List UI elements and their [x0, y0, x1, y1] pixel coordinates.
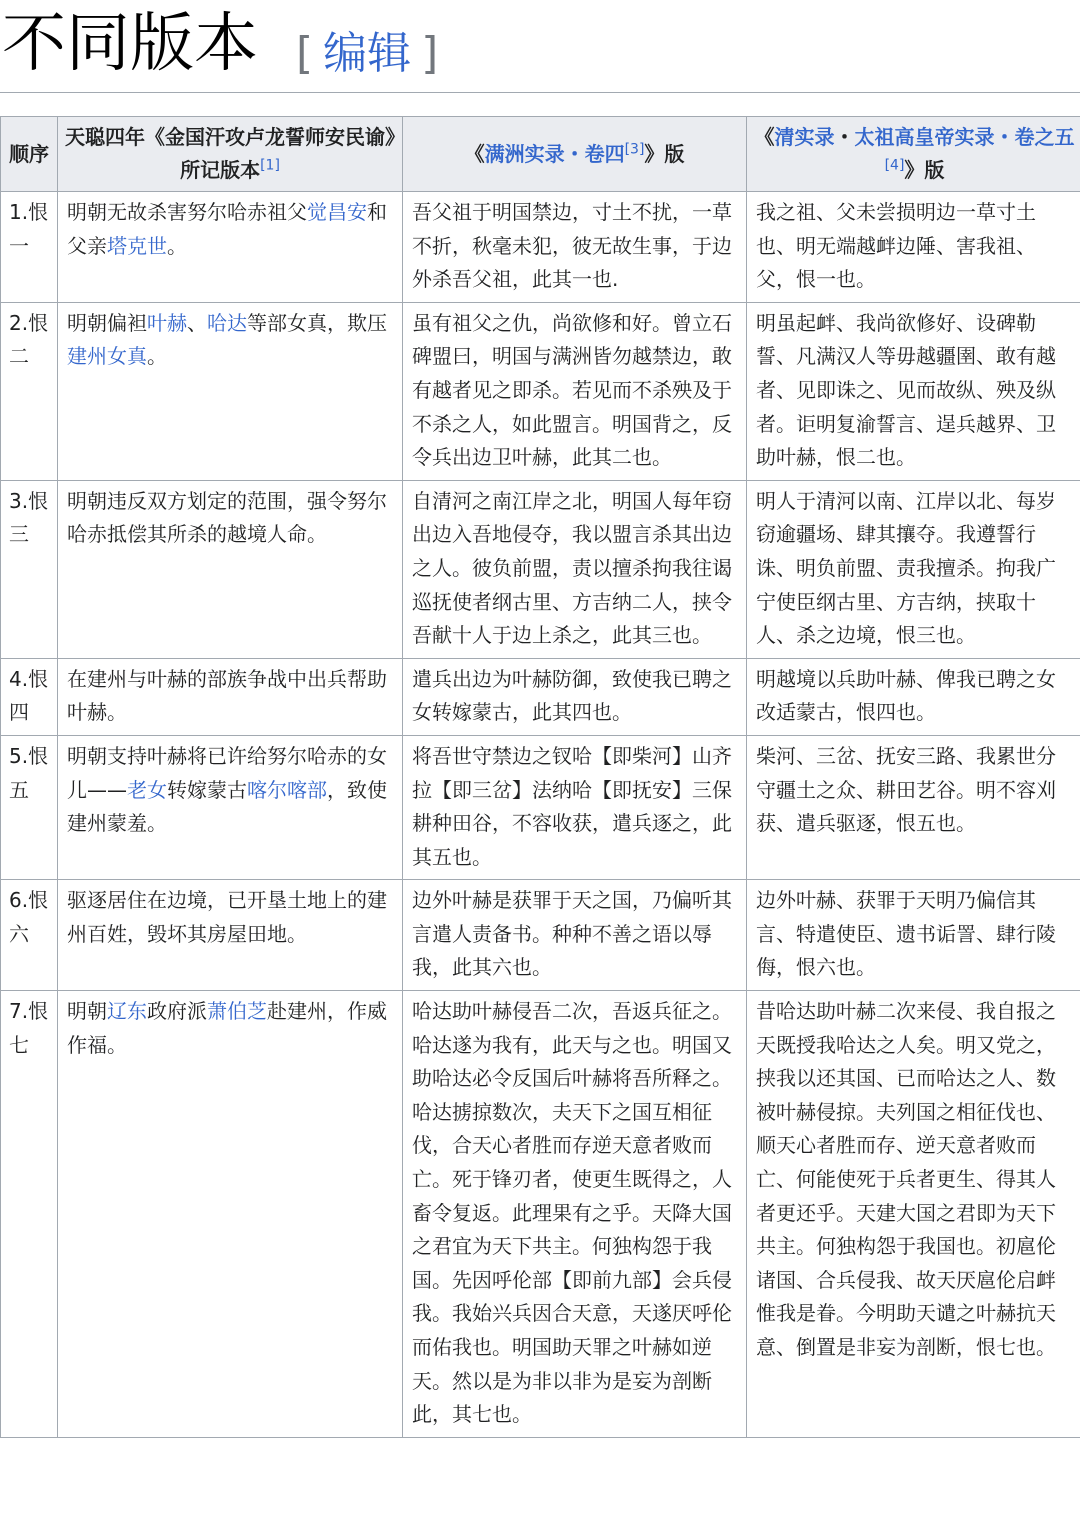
cell-version-1	[58, 302, 403, 480]
ref-link[interactable]: [4]	[884, 157, 905, 174]
wiki-link[interactable]: 哈达	[207, 310, 247, 335]
cell-version-2: 哈达助叶赫侵吾二次，吾返兵征之。哈达遂为我有，此天与之也。明国又助哈达必令反国后叶赫将吾所释之。哈达掳掠数次，夫天下之国互相征伐，合天心者胜而存逆天意者败而亡。死于锋刃者，使更生既得之，人畜令复返。此理果有之乎。天降大国之君宜为天下共主。何独构怨于我国。先因呼伦部【即前九部】会兵侵我。我始兴兵因合天意，天遂厌呼伦而佑我也。明国助天罪之叶赫如逆天。然以是为非以非为是妄为剖断此，其七也。	[403, 991, 747, 1438]
ref-link[interactable]: [1]	[260, 157, 280, 174]
cell-version-1	[58, 480, 403, 658]
cell-text: 明朝支持叶赫将已许给努尔哈赤的女儿——	[67, 743, 387, 802]
table-row	[1, 991, 1080, 1438]
table-row	[1, 658, 1080, 735]
header-link-qing-shilu[interactable]: 清实录	[774, 125, 835, 149]
cell-text: 政府派	[147, 999, 207, 1024]
cell-version-2: 将吾世守禁边之钗哈【即柴河】山齐拉【即三岔】法纳哈【即抚安】三保耕种田谷，不容收获，遣兵逐之，此其五也。	[403, 735, 747, 879]
cell-version-2: 自清河之南江岸之北，明国人每年窃出边入吾地侵夺，我以盟言杀其出边之人。彼负前盟，责以擅杀拘我往谒巡抚使者纲古里、方吉纳二人，挟令吾献十人于边上杀之，此其三也。	[403, 480, 747, 658]
cell-version-2: 边外叶赫是获罪于天之国，乃偏听其言遣人责备书。种种不善之语以辱我，此其六也。	[403, 880, 747, 991]
cell-text: 明朝无故杀害努尔哈赤祖父	[67, 200, 307, 224]
wiki-link[interactable]: 辽东	[107, 999, 147, 1024]
wiki-link[interactable]: 叶赫	[147, 310, 187, 335]
table-row	[1, 735, 1080, 879]
wiki-link[interactable]: 塔克世	[107, 233, 167, 258]
header-link-taizu-shilu[interactable]: 太祖高皇帝实录・卷之五	[854, 125, 1075, 149]
wiki-link[interactable]: 觉昌安	[307, 200, 367, 224]
cell-version-3: 昔哈达助叶赫二次来侵、我自报之天既授我哈达之人矣。明又党之，挟我以还其国、已而哈达之人、数被叶赫侵掠。夫列国之相征伐也、顺天心者胜而存、逆天意者败而亡、何能使死于兵者更生、得其人者更还乎。天建大国之君即为天下共主。何独构怨于我国也。初扈伦诸国、合兵侵我、故天厌扈伦启衅惟我是眷。今明助天谴之叶赫抗天意、倒置是非妄为剖断，恨七也。	[747, 991, 1080, 1438]
header-version-2: 《满洲实录・卷四[3]》版	[403, 117, 747, 192]
cell-version-2: 遣兵出边为叶赫防御，致使我已聘之女转嫁蒙古，此其四也。	[403, 658, 747, 735]
cell-version-3: 我之祖、父未尝损明边一草寸土也、明无端越衅边陲、害我祖、父，恨一也。	[747, 192, 1080, 303]
versions-table	[0, 116, 1080, 1438]
header-link-manzhou-shilu[interactable]: 满洲实录・卷四	[484, 141, 625, 166]
header-version-1: 天聪四年《金国汗攻卢龙誓师安民谕》所记版本[1]	[58, 117, 403, 192]
cell-version-3: 明虽起衅、我尚欲修好、设碑勒誓、凡满汉人等毋越疆圉、敢有越者、见即诛之、见而故纵、殃及纵者。讵明复渝誓言、逞兵越界、卫助叶赫，恨二也。	[747, 302, 1080, 480]
cell-order: 6.恨六	[1, 880, 58, 991]
wiki-link[interactable]: 建州女真	[67, 344, 147, 369]
cell-text: 在建州与叶赫的部族争战中出兵帮助叶赫。	[67, 666, 387, 725]
section-title: 不同版本	[2, 7, 258, 81]
cell-order: 4.恨四	[1, 658, 58, 735]
cell-version-2: 吾父祖于明国禁边，寸土不扰，一草不折，秋毫未犯，彼无故生事，于边外杀吾父祖，此其一也.	[403, 192, 747, 303]
cell-version-1	[58, 880, 403, 991]
edit-bracket-close: ]	[421, 28, 439, 79]
cell-version-3: 明人于清河以南、江岸以北、每岁窃逾疆场、肆其攘夺。我遵誓行诛、明负前盟、责我擅杀。拘我广宁使臣纲古里、方吉纳，挟取十人、杀之边境，恨三也。	[747, 480, 1080, 658]
edit-link[interactable]: 编辑	[323, 28, 412, 79]
cell-text: 明朝偏袒	[67, 310, 147, 335]
ref-link[interactable]: [3]	[624, 140, 645, 157]
cell-order: 1.恨一	[1, 192, 58, 303]
cell-version-3: 柴河、三岔、抚安三路、我累世分守疆土之众、耕田艺谷。明不容刈获、遣兵驱逐，恨五也。	[747, 735, 1080, 879]
cell-text: 。	[167, 233, 187, 258]
wiki-link[interactable]: 萧伯芝	[207, 999, 267, 1024]
cell-text: 转嫁蒙古	[167, 777, 247, 802]
cell-text: 明朝	[67, 999, 107, 1024]
table-header-row	[1, 117, 1080, 192]
cell-text: 驱逐居住在边境，已开垦土地上的建州百姓，毁坏其房屋田地。	[67, 888, 387, 946]
table-row	[1, 480, 1080, 658]
cell-text: 和父亲	[67, 200, 387, 258]
cell-version-1	[58, 658, 403, 735]
section-heading	[0, 0, 1080, 93]
wiki-link[interactable]: 老女	[127, 777, 167, 802]
cell-text: 。	[147, 344, 167, 369]
cell-text: 、	[187, 310, 207, 335]
edit-bracket-open: [	[296, 28, 314, 79]
table-row	[1, 192, 1080, 303]
cell-order: 7.恨七	[1, 991, 58, 1438]
cell-version-1	[58, 735, 403, 879]
table-row	[1, 880, 1080, 991]
edit-section	[296, 26, 438, 82]
cell-text: 明朝违反双方划定的范围，强令努尔哈赤抵偿其所杀的越境人命。	[67, 488, 387, 547]
cell-version-3: 明越境以兵助叶赫、俾我已聘之女改适蒙古，恨四也。	[747, 658, 1080, 735]
cell-version-3: 边外叶赫、获罪于天明乃偏信其言、特遣使臣、遗书诟詈、肆行陵侮，恨六也。	[747, 880, 1080, 991]
cell-version-1	[58, 991, 403, 1438]
cell-version-2: 虽有祖父之仇，尚欲修和好。曾立石碑盟曰，明国与满洲皆勿越禁边，敢有越者见之即杀。若见而不杀殃及于不杀之人，如此盟言。明国背之，反令兵出边卫叶赫，此其二也。	[403, 302, 747, 480]
wiki-link[interactable]: 喀尔喀部	[247, 777, 327, 802]
cell-text: 赴建州，作威作福。	[67, 999, 387, 1057]
header-order: 顺序	[1, 117, 58, 192]
cell-order: 3.恨三	[1, 480, 58, 658]
cell-text: 等部女真，欺压	[247, 310, 387, 335]
table-row	[1, 302, 1080, 480]
header-version-3: 《清实录・太祖高皇帝实录・卷之五[4]》版	[747, 117, 1080, 192]
cell-version-1	[58, 192, 403, 303]
cell-order: 2.恨二	[1, 302, 58, 480]
cell-order: 5.恨五	[1, 735, 58, 879]
cell-text: ，致使建州蒙羞。	[67, 777, 387, 836]
